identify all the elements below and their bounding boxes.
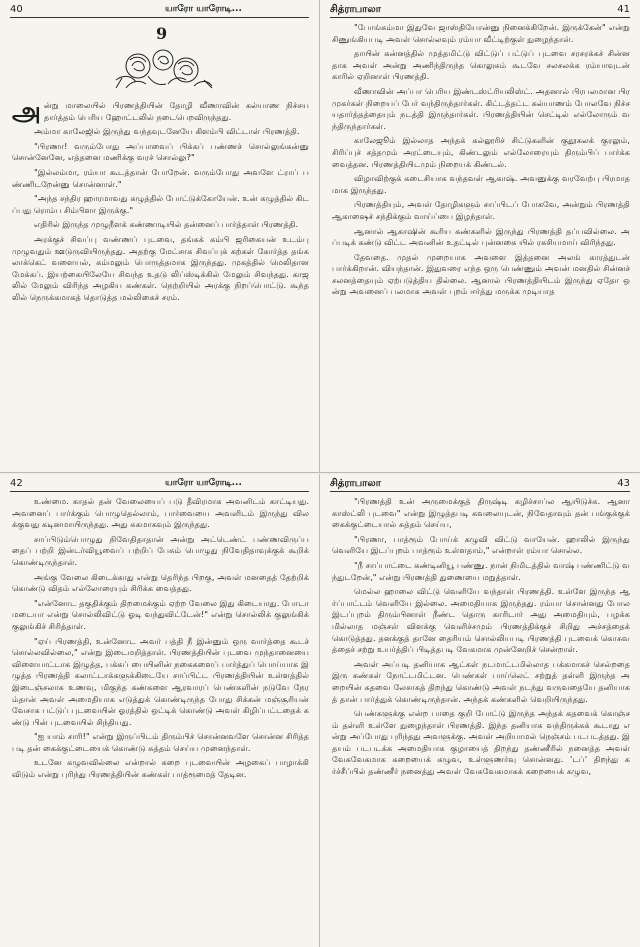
paragraph: பிரணத்தியும், அவள் தோழிகளும் சாப்பிடப் போகவே, அன்றும் பிரணத்தி ஆகாஷைச் சந்திக்கும் வாய்ப்பை இழந்தாள். xyxy=(332,199,630,221)
paragraph: "அந்த சந்திர ஹாரமாவது கழுத்தில் போட்டுக்கோயேன். உன் கழுத்தில் கிடப்பது ரொம்ப சிம்பிளா இருக்கு." xyxy=(12,193,309,215)
page-number: 43 xyxy=(617,478,630,489)
page-40 xyxy=(0,0,320,473)
running-header xyxy=(10,477,309,492)
paragraph: "ஏய் பிரணத்தி, உன்னோட அவர் பத்தி நீ இன்னும் ஒரு வார்த்தை கூடச் சொல்லவில்லை," என்று இடைமறித்தாள். பிரணத்தியின் புடவை முந்தானையை விளையாட்டாக இழுத்த, பக்கப் பையினின் நகைகளைப் பார்த்துப் பொய்யாக இழுத்த பிரணத்தி கலாட்டாக்களுக்கிடையே சாப்பிட்ட பிரணத்தியின் உள்ளத்தில் இடைஞ்சலாக உணவு, மிகுந்த கண்களை ஆரவாரப் பெண்களின் நடுவே நேரம்தான் அவள் அமைதியாக எடுத்துக் கொண்டிருந்த போது சிக்கன் மஞ்சூரியன் வேசாக பட்டுப் புடவையின் ஓரத்தில் ஒட்டிக் கொண்டு அவள் கிழிப்பட்டதைக் கண்டு பின் புடவையில் சிந்தியது. xyxy=(12,635,309,727)
paragraph: "பிரணத்தி உன் அருமைக்குத் திருஷ்டி கழிச்சாப்ல ஆயிடுச்சு. ஆனா காஸ்ட்லி புடவை" என்று இழுத்தபடி கவலையுடன், நிவேதாவும் தன் பங்குக்குக் கைக்குட்டையால் சுத்தம் செய்ய, xyxy=(332,496,630,530)
paragraph: எதிரில் இருந்த முழுநீளக் கண்ணாடியில் தன்னைப் பார்த்தாள் பிரணத்தி. xyxy=(34,219,299,230)
page-41 xyxy=(320,0,640,473)
paragraph: பெண்களுக்கு என்ற பாதை குறி போட்டு இருந்த அந்தக் கதவைக் கொஞ்சம் தள்ளி உள்ளே நுழைந்தாள் பிரணத்தி. இந்த தனியாக வந்திருக்கக் கூடாது என்று அப்போது புரிந்தது அவளுக்கு. அவள் அறியாமல் நெஞ்சம் படபடத்தது. இதயம் படபடக்க அமைதியாக குழாயைத் திறந்து தண்ணீரில் நனைத்த அவள் வேகவேகமாக கறையைக் கழுவ, உள்ளுணர்வு சொன்னது. 'டப்' திறந்து கர்ச்சீப்பில் தண்ணீர் நனைத்து அவள் வேகவேகமாகக் கறையைக் கழுவ, xyxy=(332,708,630,777)
drop-cap: அ xyxy=(12,97,41,127)
page-43 xyxy=(320,474,640,947)
page-body xyxy=(332,22,630,466)
paragraph: ஆனால் ஆகாஷின் கூரிய கண்களில் இருந்து பிரணத்தி தப்பவில்லை. அப்படிக் கண்டு விட்ட அவனின் உதட்டில் புன்னகை யில் ரகசியமாய் விரிந்தது. xyxy=(332,225,630,248)
paragraph: அவள் அப்படி தனியாக ஆட்கள் நடமாட்டமில்லாத பக்கமாகச் செல்றதை இரு கண்கள் நோட்டமிட்டன. பெண்கள் பாய்லெட் சற்றுத் தள்ளி இருந்த அறையின் கதவை லேசாகத் திறந்து கொண்டு அவள் நடந்து வருவதையே தனியாகத் தான் பார்த்துக் கொண்டிருந்தான். அந்தக் கண்களில் வெறியிருந்தது. xyxy=(332,658,630,704)
paragraph: விழாவிற்குக் கடைசியாக வந்தவள் ஆகாஷ். அவனுக்கு வரவேற்பு பிரமாதமாக இருந்தது. xyxy=(332,173,630,195)
page-body xyxy=(12,97,309,466)
rose-ornament-icon xyxy=(108,40,218,98)
paragraph: அரக்குச் சிவப்பு வண்ணப் புடவை, தங்கக் கம்பி ஜரிகையன் உடம்பு முழுவதும் ஊடுருவியிருந்தது. அதற்கு மேட்சாக சிவப்புக் கற்கள் கோர்த்த தங்க லாக்கெட் வளையல், கம்மலும் பொருத்தமாக இருந்தது. முகத்தில் மெலிதான மேக்கப். இயற்கையிலேயே சிவந்த உதடு லிப்ஸ்டிக்கில் மேலும் சிவந்தது. காஜலில் மேலும் விரிந்த அழகிய கண்கள். நெற்றியில் அரக்கு நிறப்பொட்டு. கூந்தலில் நெருக்கமாகத் தொடுத்த மல்லிகைச் சரம். xyxy=(12,233,309,302)
page-body xyxy=(12,496,309,941)
paragraph: "நீ சாப்பாட்டை கண்டினியூ பண்ணு. நான் நிமிடத்தில் வாஷ் பண்ணிட்டு வந்துடறேன்," என்று பிரணத்தி துணையை மறுத்தாள். xyxy=(332,559,630,582)
page-42 xyxy=(0,474,320,947)
paragraph: வீணாவின் அப்பா பெரிய இண்டஸ்ட்ரியலிஸ்ட். அதனால் பிரபலமான பிரமுகர்கள் நிறையப் பேர் வந்திருந்தார்கள். கிட்டத்தட்ட கல்யாணம் போலவே நிச்சயதார்த்தத்தையும் நடத்தி இருந்தார்கள். பிரணத்தியின் செட்டில் எல்லோரும் வந்திருந்தார்கள். xyxy=(332,85,630,131)
paragraph: "போங்கம்மா இதுவே ஜாஸ்தியோன்னு நினைக்கிறேன். இருக்கேன்" என்று சிணுங்கியபடி அவள் சொல்லவும் ரம்யா வீட்டிற்குள் நுழைந்தாள். xyxy=(332,22,630,44)
chapter-heading xyxy=(108,24,218,98)
page-number: 42 xyxy=(10,478,23,489)
paragraph: தாயின் கன்னத்தில் முத்தமிட்டு விட்டுப் பட்டுப் புடவை சரசரக்கச் சின்னதாக அவள் அன்று அணிந்திருந்த கொலுசும் கூடவே சலசலக்க ரம்யாவுடன் காரில் ஏறினாள் பிரணத்தி. xyxy=(332,48,630,82)
paragraph: "ஐ யாம் சாரி!" என்று இருப்பிடம் திரும்பிச் சொன்னவளே சொன்ன சிரித்தபடி தன் கைக்குட்டையைக் கொண்டு சுத்தம் செய்ய முனைந்தாள். xyxy=(12,731,309,753)
paragraph: உண்மை. காதல் தன் வேலையைப் படு தீவிரமாக அவனிடம் காட்டியது. அவனைப் பார்க்கும் பொழுதெல்லாம், பார்வையை அவளிடம் இருந்து விலக்குவது கடினமாயிருந்தது. அது சுகமாகவும் இருந்தது. xyxy=(12,496,309,530)
running-header xyxy=(330,3,630,18)
paragraph: அம்மா காலேஜில் இருந்து வந்தவுடனேயே கிளம்பி விட்டாள் பிரணத்தி. xyxy=(34,126,300,137)
paragraph: உடனே கழுவவில்லை என்றால் கறை புடவையின் அழகைப் பாழாக்கி விடும் என்று புரிந்து பிரணத்தியின் கண்கள் பாத்ரூமைத் தேடின. xyxy=(12,757,309,780)
page-number: 40 xyxy=(10,4,23,15)
paragraph: மெல்ல ஹாலை விட்டு வெளியே வந்தாள் பிரணத்தி. உள்ளே இருந்த ஆர்ப்பாட்டம் வெளியே இல்லை. அமைதியாக இருந்தது. ரம்யா சொன்னது போல இடப்புறம் திரும்பினாள் நீண்ட தொரு காரிடார் அது அமைதியும், பழக்கமில்லாத மஞ்சள் விளக்கு வெளிச்சமும் பிரணத்திக்குச் சிறிது அச்சத்தைக் கொடுத்தது. தனக்குத் தானே தைரியம் சொல்லியபடி பிரணத்தி புடவைக் கொசுவத்தைச் சற்று உயர்த்திப் பிடித்தபடி வேகமாக முன்னேறிச் சென்றாள். xyxy=(332,586,630,655)
paragraph: அங்கு வேலை கிடைக்காது என்று தெரிந்த பிறகு, அவள் மனதைத் தேற்றிக் கொண்டு விதம் எல்லோரையும் சிரிக்க வைத்தது. xyxy=(12,571,309,594)
author-name: சித்ராபாலா xyxy=(330,4,381,15)
paragraph: "பிரணா! வரும்போது அப்பாவைப் பிக்கப் பண்ணச் சொல்லுங்கன்னு சொன்னேனே, எத்தனை மணிக்கு வரச் சொல்லு?" xyxy=(12,140,309,163)
paragraph: "என்னோட தகுதிக்கும் திறமைக்கும் ஏற்ற வேலை இது கிடையாது. போடா மடையா என்று சொல்லிவிட்டு ஓடி வந்துவிட்டேன்!" என்று சொல்லிக் குலுங்கிக் குலுங்கிச் சிரித்தாள். xyxy=(12,597,309,631)
author-name: சித்ராபாலா xyxy=(330,478,381,489)
page-body xyxy=(332,496,630,941)
book-title: யாரோ யாரோடி... xyxy=(165,478,242,488)
paragraph: "பிரணா, பாத்ரூம் போய்க் கழுவி விட்டு வாயேன். ஹாலில் இருந்து வெளியே இடப்புறம் பாத்ரூம் உள்ளதாம்," என்றாள் ரம்யா சொல்ல. xyxy=(332,533,630,556)
book-title: யாரோ யாரோடி... xyxy=(165,4,242,14)
paragraph: சாப்பிடும்பொழுது நிவேதிதாதான் அன்று அட்டெண்ட் பண்ணவிருப்பதைப் பற்றி இன்டர்வியூவைப் பற்றிப் பேசும் பொழுது நிவேதிதாவுக்குக் கூறிக் கொண்டிருந்தாள். xyxy=(12,533,309,567)
running-header xyxy=(10,3,309,18)
paragraph: தேவதை. முதல் முறையாக அவளை இத்தனை அலங் காரத்துடன் பார்க்கிறான். வியந்தான். இதுவரை எந்த ஒரு பெண்ணும் அவன் மனதில் சின்னச் சலனத்தையும் ஏற்படுத்திய தில்லை. ஆனால் பிரணத்தியிடம் இருந்து ஏதோ ஒன்று அவனைப் பலமாக அவள் புறம் ஈர்த்து மருக்க முடியாத xyxy=(332,251,630,297)
paragraph: காலேஜூம் இல்லாத அந்தக் கல்லூரிச் சிட்டுகளின் குதூகலக் குரலும், சிரிப்புச் சத்தமும் அரட்டையும், கிண்டலும் எல்லோரையும் திரும்பிப் பார்க்க வைத்தன. பிரணத்தியிடமும் நிறையக் கிண்டல். xyxy=(332,135,630,169)
page-number: 41 xyxy=(617,4,630,15)
paragraph: "இல்லம்மா, ரம்யா கூடத்தான் போறேன். வரும்போது அவளே ட்ராப் பண்ணிடறேன்னு சொன்னாள்." xyxy=(12,166,309,189)
paragraph: அன்று மாலையில் பிரணத்தியின் தோழி வீணாவின் கல்யாண நிச்சயதார்த்தம் பெரிய ஹோட்டலில் நடைபெறவிருந்தது. xyxy=(12,97,309,127)
running-header xyxy=(330,477,630,492)
chapter-number: 9 xyxy=(156,24,168,43)
